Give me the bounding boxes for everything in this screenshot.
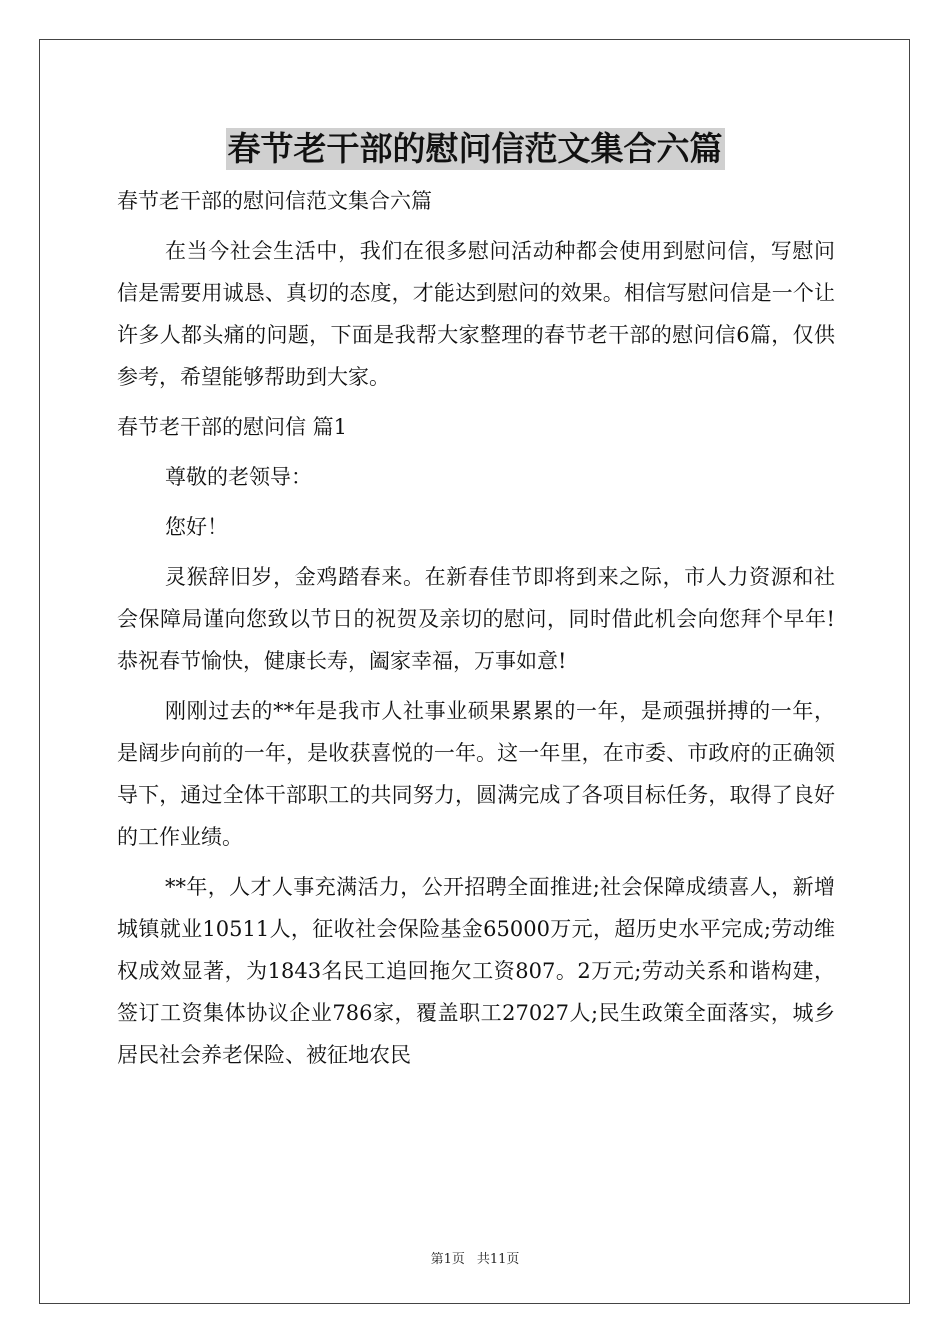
intro-paragraph: 在当今社会生活中，我们在很多慰问活动种都会使用到慰问信，写慰问信是需要用诚恳、真切的态度，才能达到慰问的效果。相信写慰问信是一个让许多人都头痛的问题，下面是我帮大家整理的春节老干部的慰问信6篇，仅供参考，希望能够帮助到大家。 [117, 239, 835, 389]
greeting: 您好！ [165, 515, 228, 539]
salutation: 尊敬的老领导： [165, 465, 312, 489]
body-paragraph: 刚刚过去的**年是我市人社事业硕果累累的一年，是顽强拼搏的一年，是阔步向前的一年，是收获喜悦的一年。这一年里，在市委、市政府的正确领导下，通过全体干部职工的共同努力，圆满完成了各项目标任务，取得了良好的工作业绩。 [117, 699, 835, 849]
body-paragraph: 灵猴辞旧岁，金鸡踏春来。在新春佳节即将到来之际，市人力资源和社会保障局谨向您致以节日的祝贺及亲切的慰问，同时借此机会向您拜个早年!恭祝春节愉快，健康长寿，阖家幸福，万事如意! [117, 565, 835, 673]
title-container [0, 128, 950, 170]
document-subtitle: 春节老干部的慰问信范文集合六篇 [117, 189, 432, 213]
document-body [117, 180, 835, 1076]
section-heading: 春节老干部的慰问信 篇1 [117, 415, 348, 439]
page-footer [0, 1248, 950, 1267]
document-title: 春节老干部的慰问信范文集合六篇 [227, 129, 723, 168]
total-pages: 共11页 [476, 1252, 520, 1267]
page-number: 第1页 [430, 1252, 465, 1267]
body-paragraph: **年，人才人事充满活力，公开招聘全面推进;社会保障成绩喜人，新增城镇就业10511人，征收社会保险基金65000万元，超历史水平完成;劳动维权成效显著，为1843名民工追回拖欠工资807。2万元;劳动关系和谐构建，签订工资集体协议企业786家，覆盖职工27027人;民生政策全面落实，城乡居民社会养老保险、被征地农民 [117, 875, 835, 1067]
